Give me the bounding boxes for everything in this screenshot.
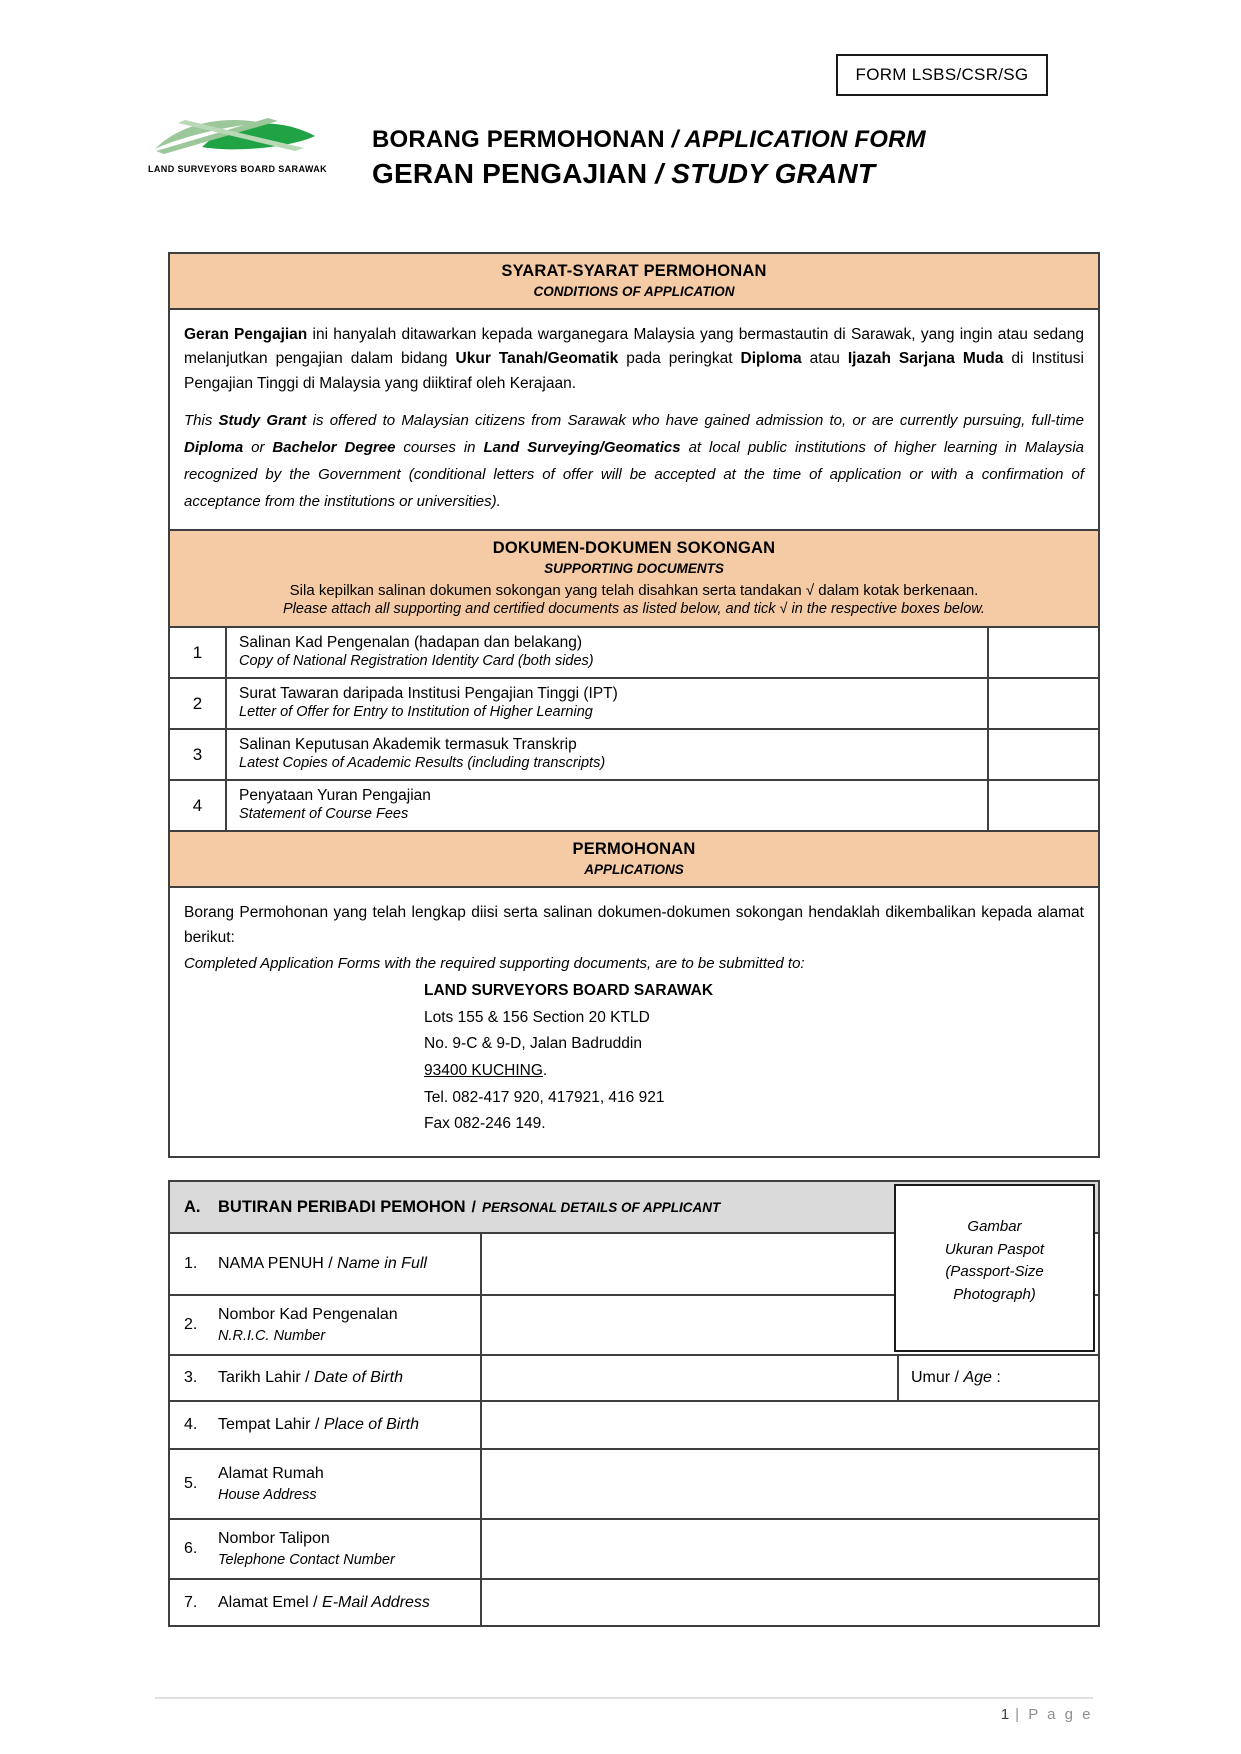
document-row-number: 1 (170, 628, 227, 677)
document-name-en: Copy of National Registration Identity Card (both sides) (239, 653, 594, 670)
document-row-description (227, 679, 987, 728)
field-row-email (170, 1578, 1098, 1625)
field-number: 3. (184, 1369, 198, 1386)
tick-box[interactable] (987, 781, 1098, 830)
form-code-box (836, 54, 1048, 96)
section-title-en: PERSONAL DETAILS OF APPLICANT (481, 1199, 721, 1215)
document-row-number: 4 (170, 781, 227, 830)
applications-title-my: PERMOHONAN (572, 840, 696, 859)
document-name-my: Surat Tawaran daripada Institusi Pengajian Tinggi (IPT) (239, 685, 618, 703)
documents-title-en: SUPPORTING DOCUMENTS (544, 561, 724, 577)
lsbs-logo (148, 110, 326, 174)
section-title-my: BUTIRAN PERIBADI PEMOHON (218, 1197, 466, 1216)
document-name-my: Salinan Kad Pengenalan (hadapan dan belakang) (239, 634, 583, 652)
address-city: 93400 KUCHING. (424, 1062, 548, 1080)
field-label-text: Nombor Kad Pengenalan (218, 1306, 398, 1323)
field-label (170, 1580, 482, 1625)
field-label-text: Nombor Talipon (218, 1530, 330, 1547)
document-name-my: Penyataan Yuran Pengajian (239, 787, 431, 805)
field-number: 1. (184, 1255, 198, 1272)
field-number: 5. (184, 1475, 198, 1492)
documents-note-en: Please attach all supporting and certified documents as listed below, and tick √ in the respective boxes below. (283, 601, 985, 618)
conditions-body (170, 308, 1098, 529)
documents-note-my: Sila kepilkan salinan dokumen sokongan yang telah disahkan serta tandakan √ dalam kotak berkenaan. (289, 582, 979, 600)
document-name-en: Letter of Offer for Entry to Institution of Higher Learning (239, 704, 593, 721)
documents-header (170, 529, 1098, 626)
field-number: 4. (184, 1416, 198, 1433)
address-org-name: LAND SURVEYORS BOARD SARAWAK (424, 982, 714, 1000)
telephone-input-area[interactable] (482, 1520, 1098, 1578)
photo-box-line: Gambar (967, 1218, 1022, 1235)
field-label-text: Alamat Emel / E-Mail Address (218, 1593, 430, 1611)
photo-box-line: (Passport-Size (945, 1263, 1044, 1280)
age-label: Umur / Age : (911, 1369, 1001, 1386)
field-label-text: Alamat Rumah (218, 1465, 324, 1482)
field-number: 6. (184, 1540, 198, 1557)
address-line: Lots 155 & 156 Section 20 KTLD (424, 1008, 650, 1026)
house-address-input-area[interactable] (482, 1450, 1098, 1518)
place-of-birth-input-area[interactable] (482, 1402, 1098, 1448)
conditions-title-en: CONDITIONS OF APPLICATION (533, 284, 735, 299)
applications-body (170, 886, 1098, 1156)
age-field[interactable] (897, 1356, 1098, 1400)
field-label-subtext: N.R.I.C. Number (218, 1328, 326, 1344)
title-line-2: GERAN PENGAJIAN / STUDY GRANT (372, 158, 876, 189)
passport-photo-box[interactable] (894, 1184, 1095, 1352)
field-label (170, 1450, 482, 1518)
field-row-place-of-birth (170, 1400, 1098, 1448)
document-name-my: Salinan Keputusan Akademik termasuk Transkrip (239, 736, 577, 754)
field-label (170, 1356, 482, 1400)
document-row-description (227, 628, 987, 677)
field-label-text: NAMA PENUH / Name in Full (218, 1255, 427, 1272)
tick-box[interactable] (987, 628, 1098, 677)
personal-details-section (168, 1180, 1100, 1627)
form-code: FORM LSBS/CSR/SG (855, 65, 1029, 84)
applications-paragraph-my: Borang Permohonan yang telah lengkap diisi serta salinan dokumen-dokumen sokongan hendaklah dikembalikan kepada alamat berikut: (184, 904, 1084, 947)
section-letter: A. (184, 1197, 201, 1216)
address-telephone: Tel. 082-417 920, 417921, 416 921 (424, 1088, 665, 1106)
tick-box[interactable] (987, 679, 1098, 728)
field-number: 2. (184, 1316, 198, 1333)
field-label (170, 1402, 482, 1448)
logo-hills-icon (152, 110, 322, 158)
title-line-1: BORANG PERMOHONAN / APPLICATION FORM (372, 126, 926, 153)
field-row-date-of-birth (170, 1354, 1098, 1400)
document-row (170, 677, 1098, 728)
field-row-house-address (170, 1448, 1098, 1518)
section-title-separator: / (471, 1198, 476, 1216)
page-footer (155, 1706, 1093, 1723)
field-row-telephone (170, 1518, 1098, 1578)
footer-divider (155, 1697, 1093, 1699)
photo-box-line: Ukuran Paspot (944, 1240, 1045, 1258)
date-of-birth-input-area[interactable] (482, 1356, 897, 1400)
logo-text: LAND SURVEYORS BOARD SARAWAK (148, 164, 328, 174)
address-fax: Fax 082-246 149. (424, 1115, 546, 1133)
conditions-header (170, 254, 1098, 308)
document-name-en: Latest Copies of Academic Results (including transcripts) (239, 755, 606, 772)
field-label-text: Tarikh Lahir / Date of Birth (218, 1369, 403, 1386)
document-row-description (227, 730, 987, 779)
conditions-paragraph-en: This Study Grant is offered to Malaysian citizens from Sarawak who have gained admission to, or are currently pursuing, full-time Diploma or Bachelor Degree courses in Land Surveying/Geomatics at local public institutions of higher learning in Malaysia recognized by the Government (conditional letters of offer will be accepted at the time of application or with a confirmation of acceptance from the institutions or universities). (184, 412, 1084, 511)
field-label (170, 1520, 482, 1578)
field-label-subtext: House Address (218, 1487, 317, 1503)
document-row-number: 2 (170, 679, 227, 728)
info-table (168, 252, 1100, 1158)
document-row (170, 728, 1098, 779)
submission-address (424, 978, 1084, 1138)
field-label (170, 1234, 482, 1294)
documents-title-my: DOKUMEN-DOKUMEN SOKONGAN (492, 539, 776, 558)
conditions-title-my: SYARAT-SYARAT PERMOHONAN (501, 262, 767, 280)
document-title (372, 126, 926, 190)
applications-title-en: APPLICATIONS (584, 862, 684, 878)
field-label-text: Tempat Lahir / Place of Birth (218, 1416, 419, 1433)
tick-box[interactable] (987, 730, 1098, 779)
document-row-number: 3 (170, 730, 227, 779)
photo-box-line: Photograph) (953, 1285, 1036, 1303)
document-row (170, 779, 1098, 830)
document-row-description (227, 781, 987, 830)
field-label (170, 1296, 482, 1354)
field-number: 7. (184, 1593, 198, 1611)
address-line: No. 9-C & 9-D, Jalan Badruddin (424, 1035, 642, 1053)
document-row (170, 626, 1098, 677)
page-number: 1 (1000, 1706, 1012, 1723)
applications-paragraph-en: Completed Application Forms with the required supporting documents, are to be submitted to: (184, 955, 805, 973)
conditions-paragraph-my: Geran Pengajian ini hanyalah ditawarkan kepada warganegara Malaysia yang bermastautin di Sarawak, yang ingin atau sedang melanjutkan pengajian dalam bidang Ukur Tanah/Geomatik pada peringkat Diploma atau Ijazah Sarjana Muda di Institusi Pengajian Tinggi di Malaysia yang diiktiraf oleh Kerajaan. (184, 326, 1084, 392)
email-input-area[interactable] (482, 1580, 1098, 1625)
field-label-subtext: Telephone Contact Number (218, 1552, 395, 1568)
page-label: | P a g e (1015, 1706, 1093, 1723)
applications-header (170, 830, 1098, 886)
document-name-en: Statement of Course Fees (239, 806, 409, 823)
